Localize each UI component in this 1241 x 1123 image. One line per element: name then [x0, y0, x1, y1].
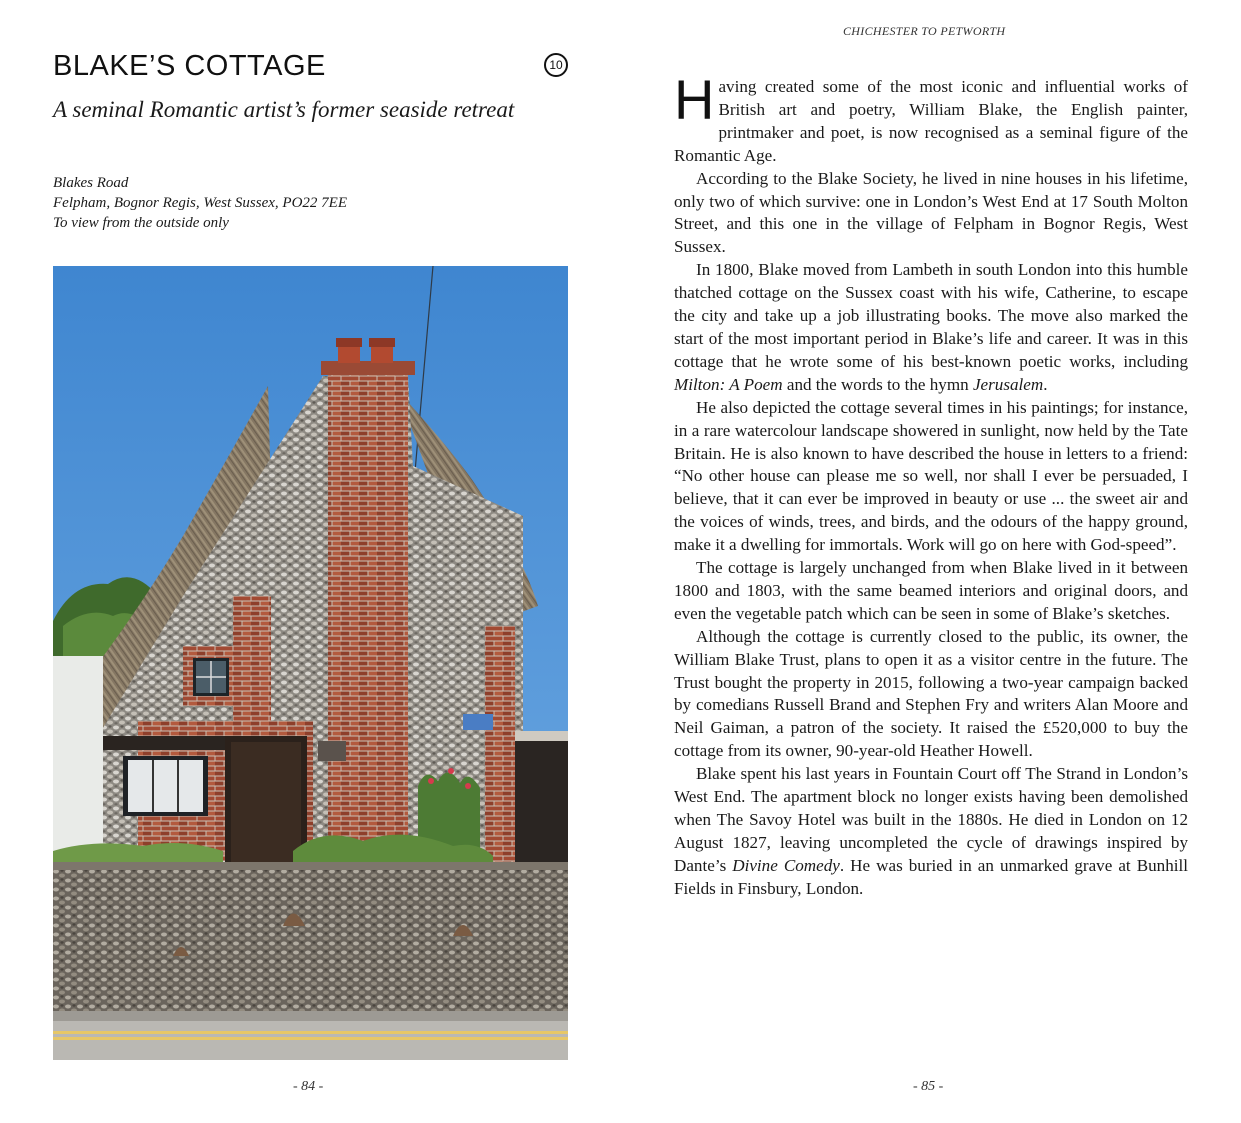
running-head: CHICHESTER TO PETWORTH [843, 24, 1006, 38]
paragraph-7: Blake spent his last years in Fountain Court off The Strand in London’s West End. The apartment block no longer exists having been demolished when The Savoy Hotel was built in the 1880s. He died in London on 12 August 1827, leaving uncompleted the cycle of drawings inspired by Dante’s Divine Comedy. He was buried in an unmarked grave at Bunhill Fields in Finsbury, London. [674, 764, 1188, 898]
address-block [53, 173, 347, 233]
page-number-right: - 85 - [913, 1079, 944, 1094]
entry-number-badge: 10 [544, 53, 568, 77]
drop-cap: H [674, 68, 715, 131]
article-body [674, 68, 1188, 901]
address-line-street: Blakes Road [53, 175, 129, 191]
work-title-jerusalem: Jerusalem [972, 374, 1044, 394]
left-page [0, 0, 620, 1123]
address-line-town: Felpham, Bognor Regis, West Sussex, PO22 7EE [53, 195, 347, 211]
right-page [620, 0, 1241, 1123]
paragraph-3: In 1800, Blake moved from Lambeth in south London into this humble thatched cottage on the Sussex coast with his wife, Catherine, to escape the city and take up a job illustrating books. The move also marked the start of the most important period in Blake’s life and career. It was in this cottage that he wrote some of his best-known poetic works, including Milton: A Poem and the words to the hymn Jerusalem. [674, 260, 1188, 394]
page-subtitle: A seminal Romantic artist’s former seaside retreat [53, 97, 515, 122]
paragraph-6: Although the cottage is currently closed to the public, its owner, the William Blake Trust, plans to open it as a visitor centre in the future. The Trust bought the property in 2015, following a two-year campaign backed by comedians Russell Brand and Stephen Fry and writers Alan Moore and Neil Gaiman, a patron of the society. It raised the £520,000 to buy the cottage from its owner, 90-year-old Heather Howell. [674, 626, 1188, 761]
work-title-divine-comedy: Divine Comedy [732, 855, 840, 875]
paragraph-2: According to the Blake Society, he lived in nine houses in his lifetime, only two of which survive: one in London’s West End at 17 South Molton Street, and this one in the village of Felpham in Bognor Regis, West Sussex. [674, 168, 1188, 257]
address-line-note: To view from the outside only [53, 215, 229, 231]
work-title-milton: Milton: A Poem [674, 374, 783, 394]
paragraph-5: The cottage is largely unchanged from when Blake lived in it between 1800 and 1803, with the same beamed interiors and original doors, and even the vegetable patch which can be seen in some of Blake’s sketches. [674, 558, 1188, 623]
cottage-photo [53, 266, 568, 1060]
paragraph-4: He also depicted the cottage several times in his paintings; for instance, in a rare watercolour landscape showered in sunlight, now held by the Tate Britain. He is also known to have described the house in letters to a friend: “No other house can please me so well, nor shall I ever be persuaded, I believe, that it can ever be improved in beauty or use ... the sweet air and the voices of winds, trees, and birds, and the odours of the happy ground, make it a dwelling for immortals. Work will go on here with God-speed”. [674, 397, 1188, 555]
page-title: BLAKE’S COTTAGE [53, 50, 326, 82]
paragraph-1: Having created some of the most iconic and influential works of British art and poetry, William Blake, the English painter, printmaker and poet, is now recognised as a seminal figure of the Romantic Age. [674, 68, 1188, 165]
page-number-left: - 84 - [293, 1079, 324, 1094]
